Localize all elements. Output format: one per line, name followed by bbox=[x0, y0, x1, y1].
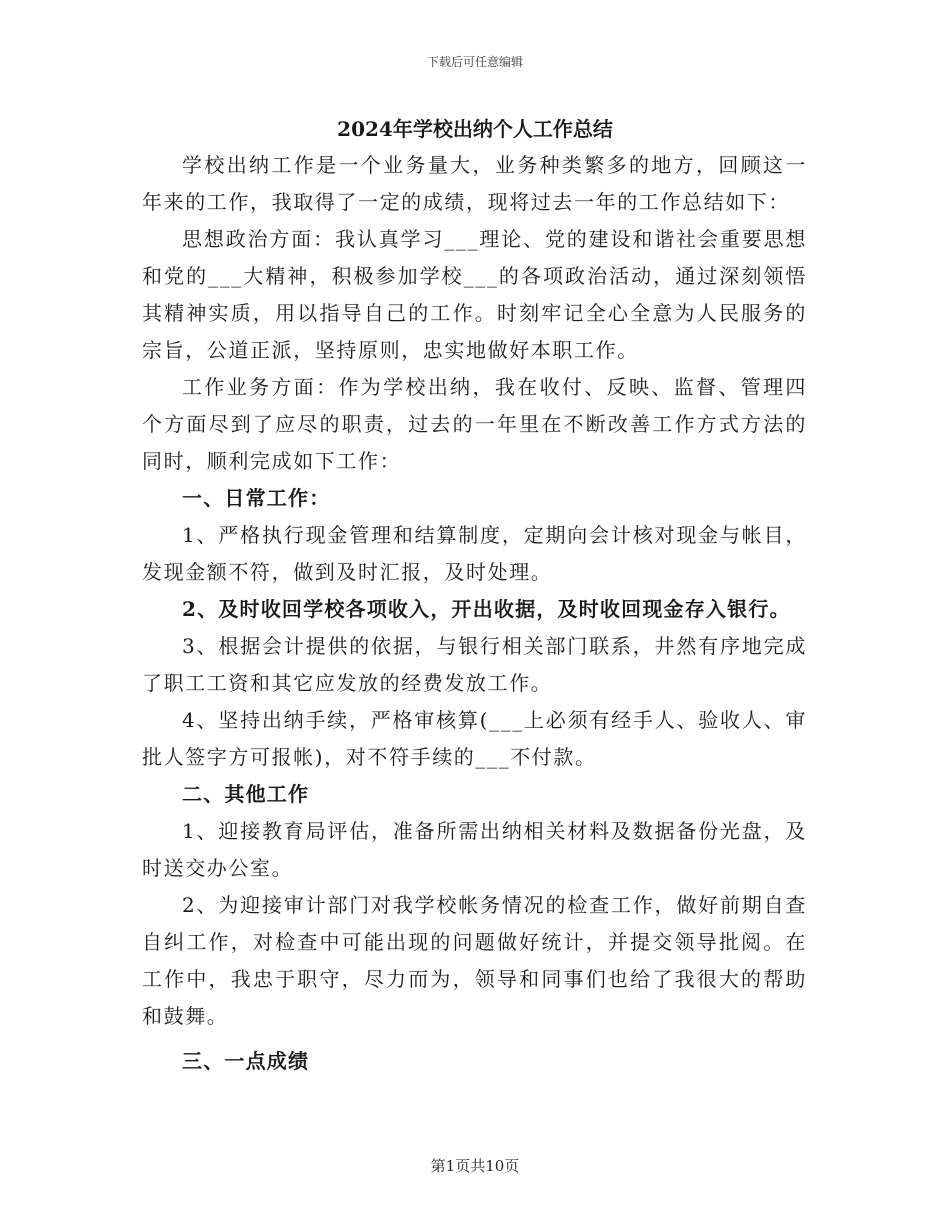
paragraph-daily-item-1: 1、严格执行现金管理和结算制度，定期向会计核对现金与帐目，发现金额不符，做到及时汇报，及时处理。 bbox=[142, 523, 807, 584]
paragraph-daily-item-3: 3、根据会计提供的依据，与银行相关部门联系，井然有序地完成了职工工资和其它应发放的经费发放工作。 bbox=[142, 634, 807, 695]
section-heading-daily-work: 一、日常工作： bbox=[182, 486, 331, 510]
document-body bbox=[142, 147, 807, 1080]
paragraph-daily-item-4: 4、坚持出纳手续，严格审核算(___上必须有经手人、验收人、审批人签字方可报帐)，对不符手续的___不付款。 bbox=[142, 708, 807, 769]
paragraph-other-item-1: 1、迎接教育局评估，准备所需出纳相关材料及数据备份光盘，及时送交办公室。 bbox=[142, 819, 807, 880]
document-title: 2024年学校出纳个人工作总结 bbox=[337, 117, 613, 141]
page-footer: 第1页共10页 bbox=[430, 1157, 520, 1175]
header-note: 下载后可任意编辑 bbox=[426, 55, 523, 69]
paragraph-intro: 学校出纳工作是一个业务量大，业务种类繁多的地方，回顾这一年来的工作，我取得了一定的成绩，现将过去一年的工作总结如下： bbox=[142, 153, 807, 214]
paragraph-political: 思想政治方面：我认真学习___理论、党的建设和谐社会重要思想和党的___大精神，积极参加学校___的各项政治活动，通过深刻领悟其精神实质，用以指导自己的工作。时刻牢记全心全意为人民服务的宗旨，公道正派，坚持原则，忠实地做好本职工作。 bbox=[142, 227, 807, 362]
section-heading-other-work: 二、其他工作 bbox=[182, 782, 310, 806]
section-heading-achievements: 三、一点成绩 bbox=[182, 1049, 310, 1073]
paragraph-business: 工作业务方面：作为学校出纳，我在收付、反映、监督、管理四个方面尽到了应尽的职责，过去的一年里在不断改善工作方式方法的同时，顺利完成如下工作： bbox=[142, 375, 807, 473]
paragraph-daily-item-2: 2、及时收回学校各项收入，开出收据，及时收回现金存入银行。 bbox=[182, 597, 791, 621]
paragraph-other-item-2: 2、为迎接审计部门对我学校帐务情况的检查工作，做好前期自查自纠工作，对检查中可能出现的问题做好统计，并提交领导批阅。在工作中，我忠于职守，尽力而为，领导和同事们也给了我很大的帮助和鼓舞。 bbox=[142, 893, 807, 1028]
